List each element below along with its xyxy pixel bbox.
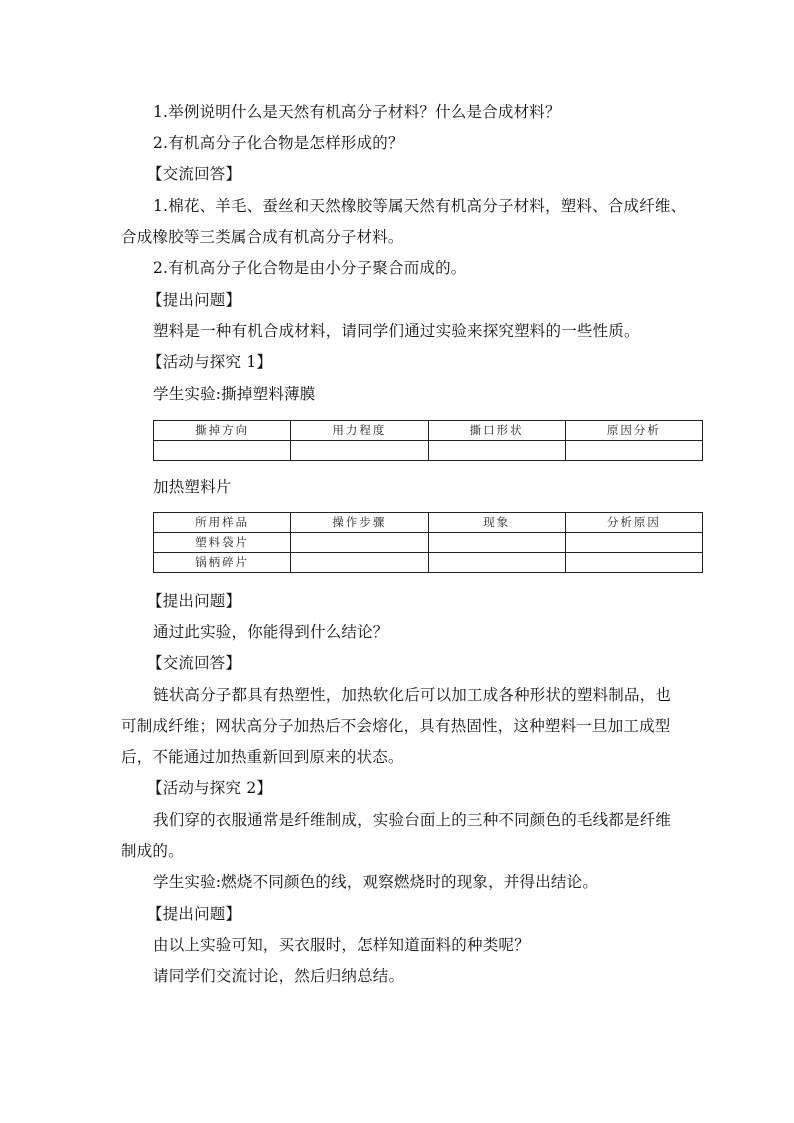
table-header-cell: 现象 bbox=[428, 513, 565, 533]
table-row bbox=[154, 533, 703, 553]
table-row bbox=[154, 441, 703, 461]
experiment-heat-plastic: 加热塑料片 bbox=[153, 478, 232, 496]
answer-1-line-1: 1.棉花、羊毛、蚕丝和天然橡胶等属天然有机高分子材料，塑料、合成纤维、 bbox=[153, 197, 687, 215]
table-header-cell: 撕口形状 bbox=[428, 421, 565, 441]
table-cell bbox=[291, 533, 428, 553]
answer-2: 2.有机高分子化合物是由小分子聚合而成的。 bbox=[153, 259, 467, 277]
table-row bbox=[154, 553, 703, 573]
plastics-intro: 塑料是一种有机合成材料，请同学们通过实验来探究塑料的一些性质。 bbox=[153, 322, 640, 340]
table-cell bbox=[565, 533, 702, 553]
conclusion-prompt: 通过此实验，你能得到什么结论？ bbox=[153, 623, 389, 641]
section-heading-exchange: 【交流回答】 bbox=[147, 654, 242, 672]
table-cell: 塑料袋片 bbox=[154, 533, 291, 553]
table-header-cell: 分析原因 bbox=[565, 513, 702, 533]
table-cell bbox=[565, 441, 702, 461]
polymer-answer-line-1: 链状高分子都具有热塑性，加热软化后可以加工成各种形状的塑料制品，也 bbox=[153, 686, 672, 704]
table-header-cell: 所用样品 bbox=[154, 513, 291, 533]
fiber-intro-line-1: 我们穿的衣服通常是纤维制成，实验台面上的三种不同颜色的毛线都是纤维 bbox=[153, 811, 672, 829]
question-2: 2.有机高分子化合物是怎样形成的？ bbox=[153, 134, 404, 152]
table-header-cell: 原因分析 bbox=[565, 421, 702, 441]
table-cell bbox=[428, 553, 565, 573]
fiber-intro-line-2: 制成的。 bbox=[121, 842, 184, 860]
experiment-tear-film: 学生实验:撕掉塑料薄膜 bbox=[153, 385, 316, 403]
table-cell bbox=[565, 553, 702, 573]
table-cell bbox=[428, 441, 565, 461]
section-heading-activity-2: 【活动与探究 2】 bbox=[147, 779, 273, 797]
section-heading-question: 【提出问题】 bbox=[147, 291, 242, 309]
experiment-burn-thread: 学生实验:燃烧不同颜色的线，观察燃烧时的现象，并得出结论。 bbox=[153, 873, 599, 891]
table-cell: 锅柄碎片 bbox=[154, 553, 291, 573]
table-header-cell: 撕掉方向 bbox=[154, 421, 291, 441]
table-cell bbox=[154, 441, 291, 461]
polymer-answer-line-2: 可制成纤维；网状高分子加热后不会熔化，具有热固性，这种塑料一旦加工成型 bbox=[121, 717, 671, 735]
fabric-question: 由以上实验可知，买衣服时，怎样知道面料的种类呢？ bbox=[153, 936, 530, 954]
table-cell bbox=[291, 553, 428, 573]
section-heading-question: 【提出问题】 bbox=[147, 905, 242, 923]
tear-film-table bbox=[153, 420, 703, 461]
table-header-row bbox=[154, 513, 703, 533]
table-header-cell: 操作步骤 bbox=[291, 513, 428, 533]
polymer-answer-line-3: 后，不能通过加热重新回到原来的状态。 bbox=[121, 748, 404, 766]
section-heading-activity-1: 【活动与探究 1】 bbox=[147, 353, 273, 371]
table-header-cell: 用力程度 bbox=[291, 421, 428, 441]
table-header-row bbox=[154, 421, 703, 441]
section-heading-question: 【提出问题】 bbox=[147, 592, 242, 610]
table-cell bbox=[428, 533, 565, 553]
discussion-prompt: 请同学们交流讨论，然后归纳总结。 bbox=[153, 967, 405, 985]
heat-plastic-table bbox=[153, 512, 703, 573]
question-1: 1.举例说明什么是天然有机高分子材料？什么是合成材料？ bbox=[153, 103, 561, 121]
table-cell bbox=[291, 441, 428, 461]
answer-1-line-2: 合成橡胶等三类属合成有机高分子材料。 bbox=[121, 228, 404, 246]
section-heading-exchange: 【交流回答】 bbox=[147, 165, 242, 183]
